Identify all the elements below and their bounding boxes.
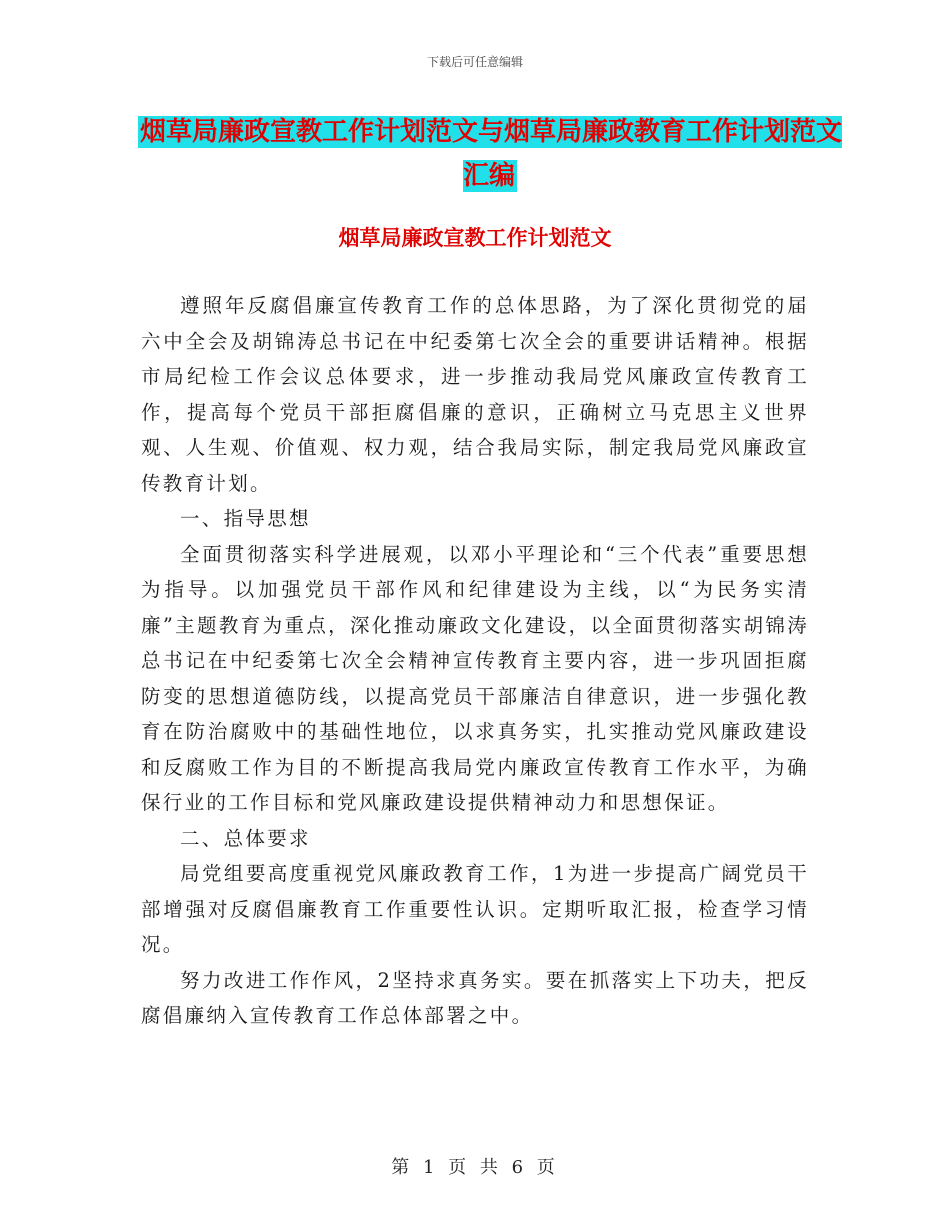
body-paragraph-requirement-2: 努力改进工作作风，2坚持求真务实。要在抓落实上下功夫，把反腐倡廉纳入宣传教育工作总体部署之中。 [141,968,809,1027]
page-number-footer: 第 1 页 共 6 页 [391,1157,559,1178]
document-title [130,110,850,198]
section-title: 烟草局廉政宣教工作计划范文 [338,226,612,250]
body-paragraph-requirement-1: 局党组要高度重视党风廉政教育工作，1为进一步提高广阔党员干部增强对反腐倡廉教育工作重要性认识。定期听取汇报，检查学习情况。 [141,862,809,956]
page-header-note: 下载后可任意编辑 [426,55,523,69]
document-body [141,288,809,1034]
section-heading-general-requirements: 二、总体要求 [180,826,311,850]
document-title-text: 烟草局廉政宣教工作计划范文与烟草局廉政教育工作计划范文汇编 [139,117,842,191]
body-paragraph-guiding-ideology: 全面贯彻落实科学进展观，以邓小平理论和“三个代表”重要思想为指导。以加强党员干部作风和纪律建设为主线，以“为民务实清廉”主题教育为重点，深化推动廉政文化建设，以全面贯彻落实胡锦涛总书记在中纪委第七次全会精神宣传教育主要内容，进一步巩固拒腐防变的思想道德防线，以提高党员干部廉洁自律意识，进一步强化教育在防治腐败中的基础性地位，以求真务实，扎实推动党风廉政建设和反腐败工作为目的不断提高我局党内廉政宣传教育工作水平，为确保行业的工作目标和党风廉政建设提供精神动力和思想保证。 [141,542,809,814]
body-paragraph-intro: 遵照年反腐倡廉宣传教育工作的总体思路，为了深化贯彻党的届六中全会及胡锦涛总书记在中纪委第七次全会的重要讲话精神。根据市局纪检工作会议总体要求，进一步推动我局党风廉政宣传教育工作，提高每个党员干部拒腐倡廉的意识，正确树立马克思主义世界观、人生观、价值观、权力观，结合我局实际，制定我局党风廉政宣传教育计划。 [141,294,809,495]
section-heading-guiding-ideology: 一、指导思想 [180,507,311,530]
